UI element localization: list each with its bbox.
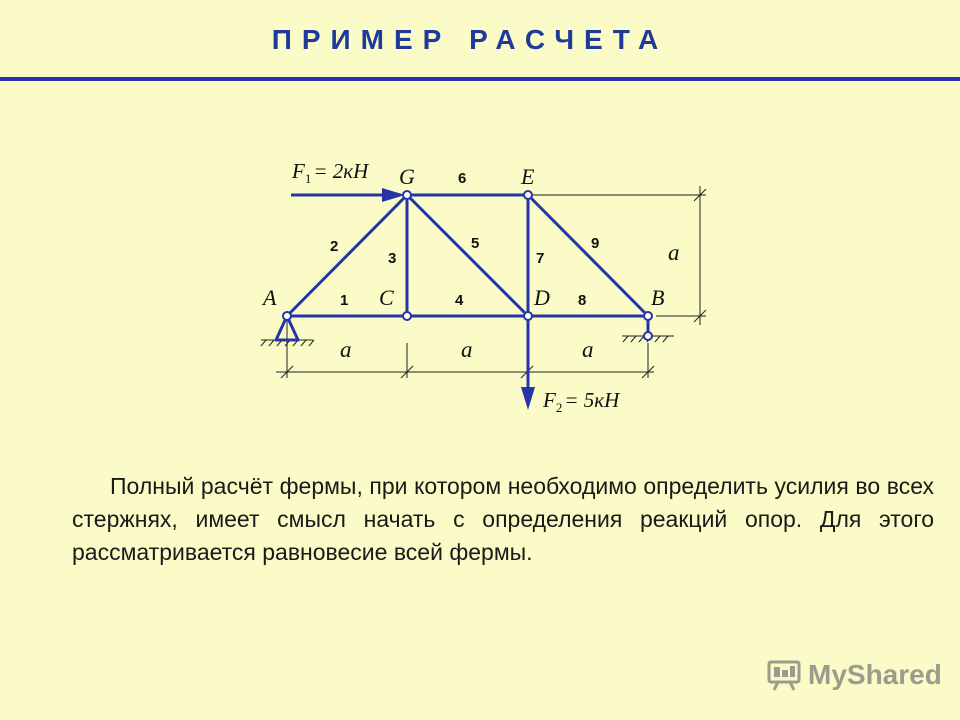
member-number-6: 6 (458, 170, 467, 187)
member-5 (407, 195, 528, 316)
member-number-5: 5 (471, 235, 480, 252)
dimension-label-height: a (668, 240, 680, 265)
force-label-f2-symbol: F (543, 388, 556, 412)
dimension-label-1: a (340, 337, 352, 362)
member-number-4: 4 (455, 292, 464, 309)
joint-c (403, 312, 411, 320)
node-label-g: G (399, 164, 415, 189)
node-label-c: C (379, 285, 394, 310)
dimension-label-3: a (582, 337, 594, 362)
force-label-f2-value: = 5кН (564, 388, 620, 412)
joint-b (644, 312, 652, 320)
member-number-7: 7 (536, 250, 545, 267)
node-label-a: A (263, 285, 277, 310)
force-label-f1-symbol: F (292, 159, 305, 183)
force-label-f1-value: = 2кН (313, 159, 369, 183)
slide-title: ПРИМЕР РАСЧЕТА (271, 24, 669, 55)
force-label-f1-subscript: 1 (304, 171, 312, 186)
member-number-1: 1 (340, 292, 349, 309)
node-label-b: B (651, 285, 665, 310)
node-label-e: E (521, 164, 535, 189)
roller-support-b-joint (644, 332, 652, 340)
watermark (766, 655, 942, 695)
projector-icon (766, 657, 802, 693)
force-arrow-f2 (521, 316, 535, 410)
force-arrow-f1 (291, 188, 405, 202)
member-number-2: 2 (330, 238, 339, 255)
member-number-3: 3 (388, 250, 397, 267)
member-number-9: 9 (591, 235, 600, 252)
member-number-8: 8 (578, 292, 587, 309)
watermark-text: MyShared (808, 659, 942, 690)
joint-e (524, 191, 532, 199)
force-label-f2-subscript: 2 (555, 400, 563, 415)
force-label-f1 (291, 159, 370, 186)
joint-a (283, 312, 291, 320)
force-label-f2 (542, 388, 621, 415)
dimension-label-2: a (461, 337, 473, 362)
joint-g (403, 191, 411, 199)
joint-d (524, 312, 532, 320)
description-paragraph: Полный расчёт фермы, при котором необходимо определить усилия во всех стержнях, имеет смысл начать с определения реакций опор. Для этого рассматривается равновесие всей фермы. (72, 473, 934, 565)
node-label-d: D (534, 285, 550, 310)
